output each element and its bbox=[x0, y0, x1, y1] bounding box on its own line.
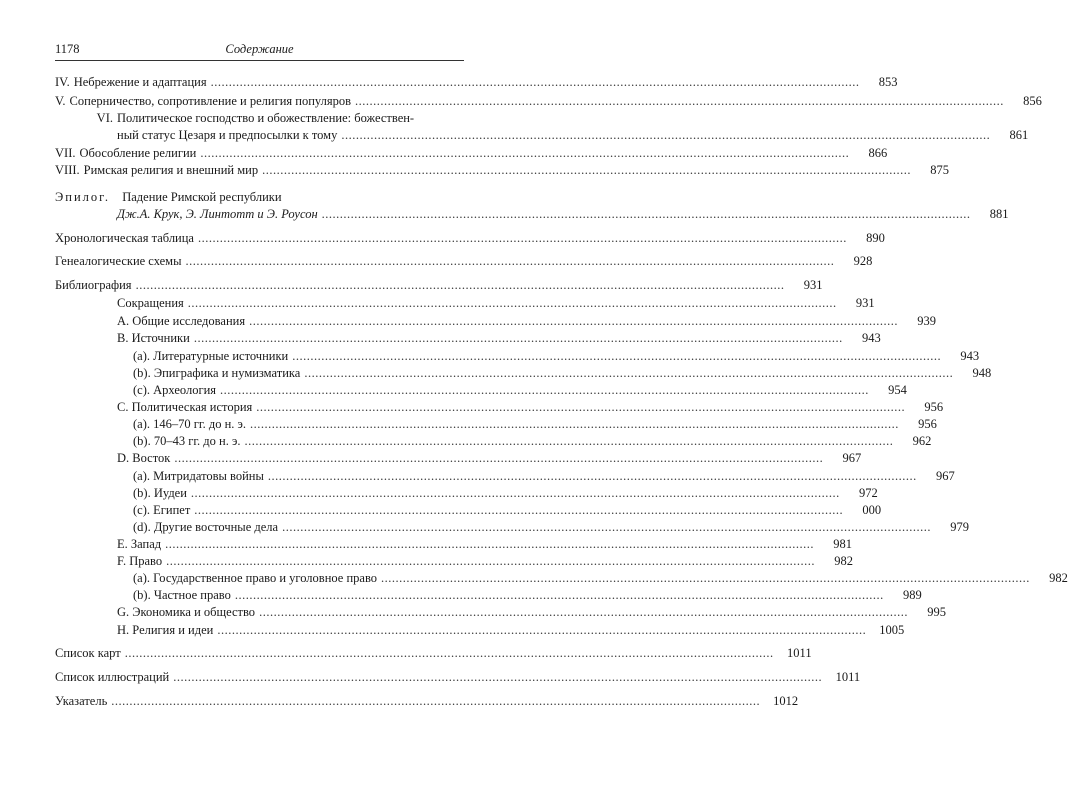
dot-leader: ................................................................................................................................................................................... bbox=[187, 296, 837, 310]
bib-entry[interactable] bbox=[117, 450, 862, 467]
bib-title: H. Религия и идеи bbox=[117, 623, 214, 637]
chapter-title: Римская религия и внешний мир bbox=[83, 163, 259, 177]
page-ref: 948 bbox=[972, 366, 992, 380]
dot-leader: ................................................................................................................................................................................... bbox=[194, 503, 844, 517]
bib-subentry[interactable] bbox=[133, 365, 992, 382]
page-ref: 982 bbox=[834, 554, 853, 568]
page-ref: 956 bbox=[918, 417, 937, 431]
page-ref: 1011 bbox=[835, 670, 861, 684]
bib-subentry[interactable] bbox=[133, 587, 922, 604]
section-title: Генеалогические схемы bbox=[55, 254, 182, 268]
bib-entry[interactable] bbox=[117, 553, 853, 570]
page-ref: 972 bbox=[859, 486, 878, 500]
bib-title: A. Общие исследования bbox=[117, 314, 246, 328]
epilogue-heading[interactable] bbox=[55, 189, 282, 206]
bib-title: (a). Государственное право и уголовное право bbox=[133, 571, 378, 585]
bib-subentry[interactable] bbox=[133, 570, 1068, 587]
page-ref: 967 bbox=[936, 469, 955, 483]
page-ref: 890 bbox=[866, 231, 885, 245]
dot-leader: ................................................................................................................................................................................... bbox=[185, 254, 835, 268]
epilogue-authors: Дж.А. Крук, Э. Линтотт и Э. Роусон bbox=[117, 207, 318, 221]
toc-entry-epilogue[interactable] bbox=[117, 206, 1009, 223]
page-ref: 954 bbox=[888, 383, 907, 397]
page-ref: 861 bbox=[1009, 128, 1029, 142]
chapter-title-line-1: Политическое господство и обожествление: божествен- bbox=[117, 111, 415, 125]
page-ref: 989 bbox=[902, 588, 922, 602]
chapter-title: Соперничество, сопротивление и религия популяров bbox=[69, 94, 351, 108]
page-ref: 000 bbox=[862, 503, 882, 517]
bib-title: D. Восток bbox=[117, 451, 171, 465]
toc-entry-chapter-4[interactable] bbox=[55, 74, 898, 91]
bib-title: (b). Частное право bbox=[133, 588, 231, 602]
section-title: Список иллюстраций bbox=[55, 670, 170, 684]
bib-subentry[interactable] bbox=[133, 468, 955, 485]
page-ref: 939 bbox=[917, 314, 936, 328]
page-ref: 875 bbox=[930, 163, 949, 177]
toc-entry-chapter-6-cont[interactable] bbox=[117, 127, 1029, 144]
bib-title: (d). Другие восточные дела bbox=[133, 520, 279, 534]
bib-entry[interactable] bbox=[117, 536, 853, 553]
dot-leader: ................................................................................................................................................................................... bbox=[292, 349, 942, 363]
chapter-number: VI. bbox=[96, 111, 113, 125]
toc-entry-maps[interactable] bbox=[55, 645, 812, 662]
bib-title: (b). 70–43 гг. до н. э. bbox=[133, 434, 241, 448]
bib-title: (a). 146–70 гг. до н. э. bbox=[133, 417, 247, 431]
dot-leader: ................................................................................................................................................................................... bbox=[173, 670, 823, 684]
running-title: Содержание bbox=[225, 42, 294, 56]
bib-title: F. Право bbox=[117, 554, 163, 568]
dot-leader: ................................................................................................................................................................................... bbox=[381, 571, 1030, 585]
page-ref: 928 bbox=[853, 254, 873, 268]
toc-entry-bibliography[interactable] bbox=[55, 277, 823, 294]
dot-leader: ................................................................................................................................................................................... bbox=[354, 94, 1004, 108]
section-title: Список карт bbox=[55, 646, 121, 660]
chapter-title: Обособление религии bbox=[79, 146, 197, 160]
dot-leader: ................................................................................................................................................................................... bbox=[165, 537, 815, 551]
bib-subentry[interactable] bbox=[133, 416, 937, 433]
page-ref: 967 bbox=[842, 451, 862, 465]
bib-entry[interactable] bbox=[117, 604, 946, 621]
bib-subentry[interactable] bbox=[133, 502, 882, 519]
dot-leader: ................................................................................................................................................................................... bbox=[190, 486, 840, 500]
page-ref: 979 bbox=[950, 520, 969, 534]
bib-title: E. Запад bbox=[117, 537, 162, 551]
dot-leader: ................................................................................................................................................................................... bbox=[249, 314, 898, 328]
bib-title: Сокращения bbox=[117, 296, 184, 310]
bib-entry[interactable] bbox=[117, 295, 875, 312]
page-ref: 1011 bbox=[787, 646, 812, 660]
chapter-title: Небрежение и адаптация bbox=[73, 75, 207, 89]
toc-entry-chapter-6[interactable] bbox=[55, 110, 479, 127]
bib-title: (c). Египет bbox=[133, 503, 191, 517]
bib-entry[interactable] bbox=[117, 399, 944, 416]
chapter-number: VII. bbox=[55, 146, 76, 160]
page-ref: 856 bbox=[1023, 94, 1042, 108]
bib-title: C. Политическая история bbox=[117, 400, 253, 414]
dot-leader: ................................................................................................................................................................................... bbox=[250, 417, 899, 431]
dot-leader: ................................................................................................................................................................................... bbox=[197, 231, 847, 245]
toc-entry-genealogy[interactable] bbox=[55, 253, 873, 270]
bib-subentry[interactable] bbox=[133, 485, 878, 502]
chapter-number: VIII. bbox=[55, 163, 80, 177]
dot-leader: ................................................................................................................................................................................... bbox=[217, 623, 867, 637]
bib-title: G. Экономика и общество bbox=[117, 605, 256, 619]
dot-leader: ................................................................................................................................................................................... bbox=[124, 646, 774, 660]
dot-leader: ................................................................................................................................................................................... bbox=[111, 694, 761, 708]
dot-leader: ................................................................................................................................................................................... bbox=[200, 146, 850, 160]
dot-leader: ................................................................................................................................................................................... bbox=[166, 554, 815, 568]
page-ref: 981 bbox=[833, 537, 853, 551]
bib-subentry[interactable] bbox=[133, 433, 932, 450]
page-ref: 1005 bbox=[879, 623, 905, 637]
chapter-number: IV. bbox=[55, 75, 70, 89]
page-ref: 866 bbox=[868, 146, 888, 160]
dot-leader: ................................................................................................................................................................................... bbox=[220, 383, 869, 397]
dot-leader: ................................................................................................................................................................................... bbox=[341, 128, 991, 142]
bib-title: (a). Литературные источники bbox=[133, 349, 289, 363]
dot-leader: ................................................................................................................................................................................... bbox=[193, 331, 843, 345]
toc-entry-chapter-7[interactable] bbox=[55, 145, 888, 162]
page-header bbox=[55, 40, 464, 61]
dot-leader: ................................................................................................................................................................................... bbox=[244, 434, 894, 448]
bib-subentry[interactable] bbox=[133, 519, 969, 536]
toc-entry-index[interactable] bbox=[55, 693, 799, 710]
dot-leader: ................................................................................................................................................................................... bbox=[267, 469, 917, 483]
page-ref: 853 bbox=[878, 75, 898, 89]
epilogue-title: Падение Римской республики bbox=[122, 190, 282, 204]
bib-subentry[interactable] bbox=[133, 382, 907, 399]
dot-leader: ................................................................................................................................................................................... bbox=[256, 400, 906, 414]
page-ref: 1012 bbox=[773, 694, 799, 708]
bib-title: (b). Иудеи bbox=[133, 486, 187, 500]
dot-leader: ................................................................................................................................................................................... bbox=[210, 75, 860, 89]
bib-entry[interactable] bbox=[117, 330, 881, 347]
bib-entry[interactable] bbox=[117, 622, 905, 639]
bib-title: (a). Митридатовы войны bbox=[133, 469, 264, 483]
dot-leader: ................................................................................................................................................................................... bbox=[174, 451, 824, 465]
bib-subentry[interactable] bbox=[133, 348, 980, 365]
page-ref: 962 bbox=[912, 434, 932, 448]
page-ref: 995 bbox=[927, 605, 946, 619]
toc-entry-chapter-5[interactable] bbox=[55, 93, 1042, 110]
bib-title: (b). Эпиграфика и нумизматика bbox=[133, 366, 301, 380]
page-number: 1178 bbox=[55, 42, 80, 56]
toc-entry-illustrations[interactable] bbox=[55, 669, 861, 686]
toc-entry-chapter-8[interactable] bbox=[55, 162, 949, 179]
dot-leader: ................................................................................................................................................................................... bbox=[234, 588, 884, 602]
dot-leader: ................................................................................................................................................................................... bbox=[259, 605, 908, 619]
bib-title: (c). Археология bbox=[133, 383, 217, 397]
page-ref: 931 bbox=[855, 296, 875, 310]
chapter-title-line-2: ный статус Цезаря и предпосылки к тому bbox=[117, 128, 338, 142]
dot-leader: ................................................................................................................................................................................... bbox=[282, 520, 931, 534]
page-ref: 943 bbox=[960, 349, 980, 363]
page-ref: 881 bbox=[989, 207, 1009, 221]
section-title: Указатель bbox=[55, 694, 108, 708]
chapter-number: V. bbox=[55, 94, 66, 108]
page-ref: 943 bbox=[861, 331, 881, 345]
dot-leader: ................................................................................................................................................................................... bbox=[304, 366, 954, 380]
section-title: Хронологическая таблица bbox=[55, 231, 194, 245]
dot-leader: ................................................................................................................................................................................... bbox=[135, 278, 785, 292]
bib-entry[interactable] bbox=[117, 313, 936, 330]
epilogue-label: Эпилог. bbox=[55, 190, 110, 204]
dot-leader: ................................................................................................................................................................................... bbox=[262, 163, 911, 177]
toc-entry-chronology[interactable] bbox=[55, 230, 885, 247]
page-ref: 982 bbox=[1049, 571, 1068, 585]
page-ref: 931 bbox=[803, 278, 823, 292]
bib-title: B. Источники bbox=[117, 331, 190, 345]
section-title: Библиография bbox=[55, 278, 132, 292]
page-ref: 956 bbox=[924, 400, 944, 414]
dot-leader: ................................................................................................................................................................................... bbox=[321, 207, 971, 221]
